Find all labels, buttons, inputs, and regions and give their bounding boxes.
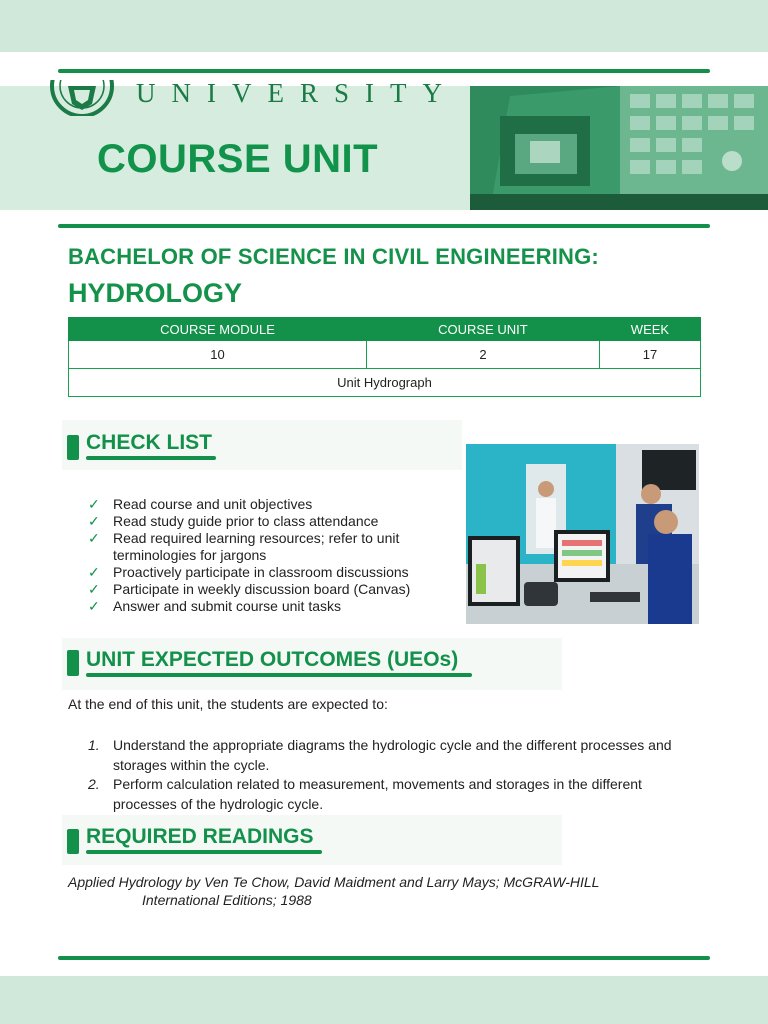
campus-building-image	[470, 86, 768, 210]
header-bottom-rule	[58, 224, 710, 228]
checklist-underline	[86, 456, 216, 460]
checklist-marker	[67, 435, 79, 460]
subject-title: HYDROLOGY	[68, 278, 243, 308]
header-course-module: COURSE MODULE	[69, 318, 367, 341]
list-item: 1. Understand the appropriate diagrams the hydrologic cycle and the different processes and storages within the cycle.	[88, 737, 672, 773]
unit-title-cell: Unit Hydrograph	[69, 369, 701, 397]
required-reading	[68, 873, 599, 909]
course-module-value: 10	[69, 341, 367, 369]
outcomes-marker	[67, 650, 79, 676]
check-icon: ✓	[88, 530, 100, 546]
course-info-table	[68, 317, 701, 397]
bottom-band	[0, 976, 768, 1024]
clinical-workstation-photo	[466, 444, 699, 624]
checklist-heading: CHECK LIST	[86, 431, 212, 454]
reading-line-2: International Editions; 1988	[142, 892, 312, 908]
outcomes-list	[88, 735, 708, 813]
list-item: ✓ Participate in weekly discussion board (Canvas)	[88, 581, 411, 597]
top-band	[0, 0, 768, 52]
list-item: ✓ Read course and unit objectives	[88, 496, 313, 512]
outcomes-underline	[86, 673, 472, 677]
list-item: ✓ Proactively participate in classroom discussions	[88, 564, 409, 580]
list-item: ✓ Read study guide prior to class attendance	[88, 513, 379, 529]
program-title: BACHELOR OF SCIENCE IN CIVIL ENGINEERING:	[68, 244, 599, 269]
week-value: 17	[599, 341, 700, 369]
page-title: COURSE UNIT	[97, 137, 379, 181]
header-top-rule	[58, 69, 710, 73]
readings-underline	[86, 850, 322, 854]
outcomes-heading: UNIT EXPECTED OUTCOMES (UEOs)	[86, 648, 459, 671]
check-icon: ✓	[88, 598, 100, 614]
list-item: 2. Perform calculation related to measurement, movements and storages in the different processes of the hydrologic cycle.	[88, 776, 642, 812]
list-item: ✓ Answer and submit course unit tasks	[88, 598, 341, 614]
check-icon: ✓	[88, 496, 100, 512]
checklist	[88, 496, 448, 615]
readings-marker	[67, 829, 79, 854]
check-icon: ✓	[88, 581, 100, 597]
reading-line-1: Applied Hydrology by Ven Te Chow, David Maidment and Larry Mays; McGRAW-HILL	[68, 874, 600, 890]
header-week: WEEK	[599, 318, 700, 341]
check-icon: ✓	[88, 564, 100, 580]
outcomes-intro: At the end of this unit, the students are expected to:	[68, 696, 388, 712]
check-icon: ✓	[88, 513, 100, 529]
readings-heading: REQUIRED READINGS	[86, 825, 314, 848]
header-course-unit: COURSE UNIT	[366, 318, 599, 341]
university-wordmark: UNIVERSITY	[136, 78, 458, 108]
footer-rule	[58, 956, 710, 960]
list-item: ✓ Read required learning resources; refer to unit terminologies for jargons	[88, 530, 400, 563]
course-unit-value: 2	[366, 341, 599, 369]
university-seal-logo	[44, 80, 120, 116]
